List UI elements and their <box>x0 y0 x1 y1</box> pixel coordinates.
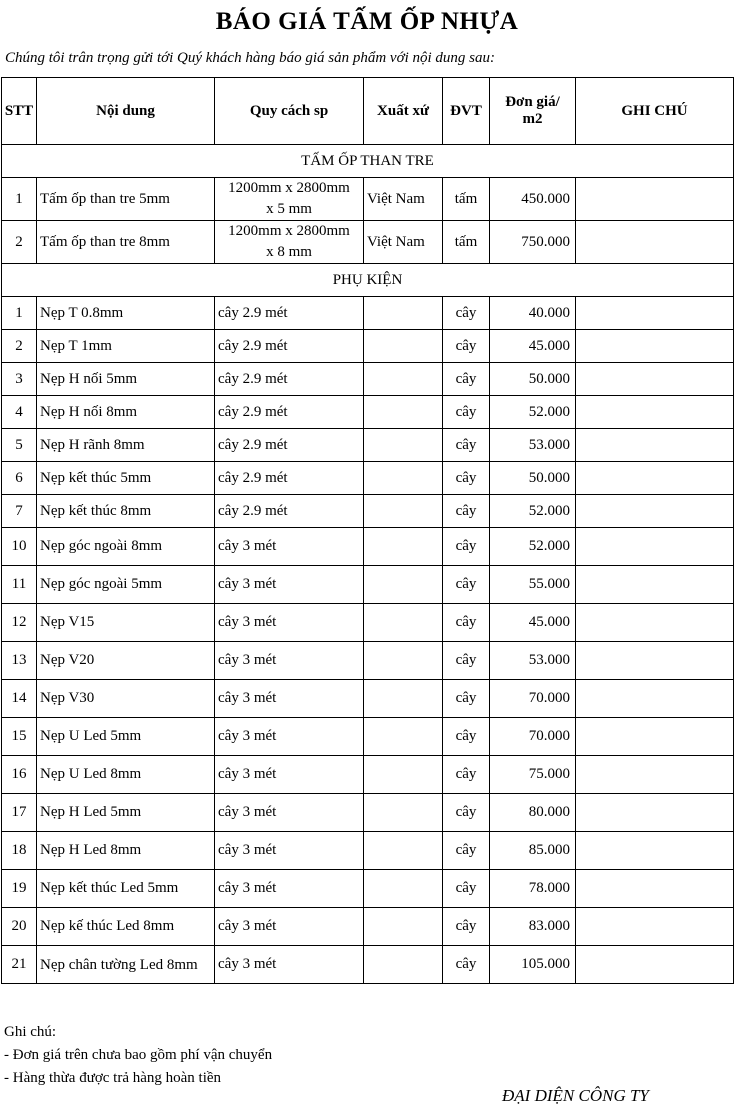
cell-spec <box>215 178 364 221</box>
notes <box>4 1021 272 1090</box>
table-row <box>2 363 734 396</box>
cell-name: Tấm ốp than tre 8mm <box>37 221 215 264</box>
cell-name: Nẹp H nối 8mm <box>37 396 215 429</box>
cell-origin <box>364 528 443 566</box>
spec-line-1: 1200mm x 2800mm <box>228 223 350 239</box>
cell-spec: cây 3 mét <box>215 832 364 870</box>
table-row <box>2 221 734 264</box>
cell-stt: 21 <box>2 946 37 984</box>
cell-name: Nẹp góc ngoài 8mm <box>37 528 215 566</box>
cell-note <box>576 330 734 363</box>
header-unit: ĐVT <box>443 78 490 145</box>
cell-price: 105.000 <box>490 946 576 984</box>
cell-note <box>576 429 734 462</box>
table-row <box>2 604 734 642</box>
cell-stt: 2 <box>2 330 37 363</box>
cell-unit: cây <box>443 794 490 832</box>
cell-spec: cây 2.9 mét <box>215 330 364 363</box>
cell-stt: 14 <box>2 680 37 718</box>
header-spec: Quy cách sp <box>215 78 364 145</box>
header-row <box>2 78 734 145</box>
cell-name: Nẹp H nối 5mm <box>37 363 215 396</box>
cell-unit: cây <box>443 330 490 363</box>
table-row <box>2 566 734 604</box>
cell-note <box>576 604 734 642</box>
cell-spec: cây 3 mét <box>215 718 364 756</box>
cell-stt: 2 <box>2 221 37 264</box>
cell-spec: cây 3 mét <box>215 870 364 908</box>
cell-spec: cây 2.9 mét <box>215 462 364 495</box>
cell-unit: cây <box>443 396 490 429</box>
cell-price: 85.000 <box>490 832 576 870</box>
cell-stt: 13 <box>2 642 37 680</box>
table-row <box>2 946 734 984</box>
header-price <box>490 78 576 145</box>
cell-note <box>576 495 734 528</box>
cell-unit: cây <box>443 832 490 870</box>
table-row <box>2 396 734 429</box>
table-row <box>2 794 734 832</box>
cell-unit: cây <box>443 495 490 528</box>
cell-spec <box>215 221 364 264</box>
cell-stt: 12 <box>2 604 37 642</box>
cell-unit: cây <box>443 642 490 680</box>
cell-price: 750.000 <box>490 221 576 264</box>
cell-unit: cây <box>443 462 490 495</box>
cell-name: Nẹp kế thúc Led 8mm <box>37 908 215 946</box>
cell-name: Nẹp H Led 8mm <box>37 832 215 870</box>
cell-spec: cây 3 mét <box>215 566 364 604</box>
notes-line-1: - Đơn giá trên chưa bao gồm phí vận chuyển <box>4 1047 273 1063</box>
notes-line-2: - Hàng thừa được trả hàng hoàn tiền <box>4 1070 222 1086</box>
cell-origin <box>364 297 443 330</box>
cell-origin <box>364 870 443 908</box>
cell-stt: 20 <box>2 908 37 946</box>
cell-note <box>576 946 734 984</box>
cell-origin <box>364 604 443 642</box>
cell-note <box>576 908 734 946</box>
cell-spec: cây 3 mét <box>215 946 364 984</box>
cell-price: 450.000 <box>490 178 576 221</box>
cell-note <box>576 718 734 756</box>
table-row <box>2 330 734 363</box>
cell-stt: 4 <box>2 396 37 429</box>
section-title: TẤM ỐP THAN TRE <box>2 145 734 178</box>
cell-price: 50.000 <box>490 462 576 495</box>
cell-stt: 18 <box>2 832 37 870</box>
cell-unit: cây <box>443 946 490 984</box>
table-row <box>2 642 734 680</box>
cell-origin <box>364 330 443 363</box>
cell-stt: 5 <box>2 429 37 462</box>
spec-line-1: 1200mm x 2800mm <box>228 180 350 196</box>
table-row <box>2 680 734 718</box>
cell-origin <box>364 718 443 756</box>
cell-price: 53.000 <box>490 429 576 462</box>
cell-unit: cây <box>443 908 490 946</box>
header-origin: Xuất xứ <box>364 78 443 145</box>
cell-name: Nẹp chân tường Led 8mm <box>37 946 215 984</box>
cell-note <box>576 178 734 221</box>
cell-name: Nẹp U Led 8mm <box>37 756 215 794</box>
cell-name: Nẹp góc ngoài 5mm <box>37 566 215 604</box>
cell-unit: cây <box>443 718 490 756</box>
cell-stt: 1 <box>2 178 37 221</box>
cell-origin: Việt Nam <box>364 178 443 221</box>
cell-price: 78.000 <box>490 870 576 908</box>
header-price-line2: m2 <box>522 111 543 127</box>
cell-name: Nẹp V20 <box>37 642 215 680</box>
cell-stt: 15 <box>2 718 37 756</box>
cell-name: Nẹp V15 <box>37 604 215 642</box>
cell-price: 45.000 <box>490 330 576 363</box>
cell-price: 52.000 <box>490 528 576 566</box>
section-header <box>2 264 734 297</box>
cell-price: 53.000 <box>490 642 576 680</box>
cell-stt: 11 <box>2 566 37 604</box>
cell-unit: cây <box>443 870 490 908</box>
cell-stt: 6 <box>2 462 37 495</box>
table-row <box>2 178 734 221</box>
cell-unit: cây <box>443 566 490 604</box>
cell-unit: cây <box>443 604 490 642</box>
cell-name: Tấm ốp than tre 5mm <box>37 178 215 221</box>
cell-name: Nẹp T 0.8mm <box>37 297 215 330</box>
cell-note <box>576 528 734 566</box>
cell-note <box>576 297 734 330</box>
cell-price: 55.000 <box>490 566 576 604</box>
price-table <box>1 77 734 984</box>
cell-price: 40.000 <box>490 297 576 330</box>
cell-stt: 10 <box>2 528 37 566</box>
section-header <box>2 145 734 178</box>
cell-origin <box>364 946 443 984</box>
spec-line-2: x 8 mm <box>266 244 312 260</box>
cell-note <box>576 642 734 680</box>
cell-price: 83.000 <box>490 908 576 946</box>
cell-name: Nẹp T 1mm <box>37 330 215 363</box>
cell-origin <box>364 680 443 718</box>
cell-spec: cây 3 mét <box>215 604 364 642</box>
cell-origin <box>364 642 443 680</box>
table-row <box>2 297 734 330</box>
table-row <box>2 462 734 495</box>
cell-origin <box>364 429 443 462</box>
cell-origin <box>364 566 443 604</box>
cell-unit: cây <box>443 429 490 462</box>
cell-name: Nẹp kết thúc 5mm <box>37 462 215 495</box>
cell-spec: cây 3 mét <box>215 680 364 718</box>
cell-origin <box>364 462 443 495</box>
cell-note <box>576 756 734 794</box>
section-title: PHỤ KIỆN <box>2 264 734 297</box>
cell-origin <box>364 794 443 832</box>
cell-unit: tấm <box>443 221 490 264</box>
cell-stt: 19 <box>2 870 37 908</box>
cell-spec: cây 2.9 mét <box>215 297 364 330</box>
cell-origin <box>364 396 443 429</box>
cell-note <box>576 566 734 604</box>
table-row <box>2 832 734 870</box>
table-row <box>2 429 734 462</box>
table-row <box>2 756 734 794</box>
cell-stt: 7 <box>2 495 37 528</box>
cell-stt: 1 <box>2 297 37 330</box>
cell-origin <box>364 832 443 870</box>
header-content: Nội dung <box>37 78 215 145</box>
cell-price: 70.000 <box>490 718 576 756</box>
cell-spec: cây 3 mét <box>215 642 364 680</box>
cell-spec: cây 2.9 mét <box>215 429 364 462</box>
page-title: BÁO GIÁ TẤM ỐP NHỰA <box>215 8 519 35</box>
cell-unit: tấm <box>443 178 490 221</box>
cell-price: 52.000 <box>490 495 576 528</box>
cell-spec: cây 3 mét <box>215 756 364 794</box>
cell-spec: cây 2.9 mét <box>215 495 364 528</box>
notes-heading: Ghi chú: <box>4 1024 57 1040</box>
table-row <box>2 495 734 528</box>
cell-name: Nẹp H Led 5mm <box>37 794 215 832</box>
cell-price: 45.000 <box>490 604 576 642</box>
cell-unit: cây <box>443 363 490 396</box>
cell-price: 52.000 <box>490 396 576 429</box>
cell-spec: cây 2.9 mét <box>215 363 364 396</box>
cell-unit: cây <box>443 756 490 794</box>
cell-note <box>576 794 734 832</box>
header-price-line1: Đơn giá/ <box>505 94 560 110</box>
cell-spec: cây 3 mét <box>215 528 364 566</box>
cell-note <box>576 832 734 870</box>
cell-stt: 3 <box>2 363 37 396</box>
cell-origin <box>364 756 443 794</box>
cell-stt: 16 <box>2 756 37 794</box>
cell-unit: cây <box>443 680 490 718</box>
cell-note <box>576 221 734 264</box>
spec-line-2: x 5 mm <box>266 201 312 217</box>
table-row <box>2 908 734 946</box>
cell-origin <box>364 363 443 396</box>
cell-origin: Việt Nam <box>364 221 443 264</box>
cell-spec: cây 3 mét <box>215 794 364 832</box>
header-stt: STT <box>2 78 37 145</box>
cell-note <box>576 396 734 429</box>
cell-unit: cây <box>443 297 490 330</box>
cell-note <box>576 870 734 908</box>
cell-note <box>576 680 734 718</box>
header-note: GHI CHÚ <box>576 78 734 145</box>
cell-price: 50.000 <box>490 363 576 396</box>
cell-note <box>576 462 734 495</box>
table-row <box>2 528 734 566</box>
table-body <box>2 145 734 984</box>
cell-origin <box>364 495 443 528</box>
cell-price: 70.000 <box>490 680 576 718</box>
cell-origin <box>364 908 443 946</box>
table-row <box>2 718 734 756</box>
intro-text: Chúng tôi trân trọng gửi tới Quý khách hàng báo giá sản phẩm với nội dung sau: <box>5 50 496 66</box>
cell-name: Nẹp V30 <box>37 680 215 718</box>
cell-stt: 17 <box>2 794 37 832</box>
table-row <box>2 870 734 908</box>
cell-price: 75.000 <box>490 756 576 794</box>
cell-name: Nẹp H rãnh 8mm <box>37 429 215 462</box>
cell-spec: cây 3 mét <box>215 908 364 946</box>
cell-name: Nẹp U Led 5mm <box>37 718 215 756</box>
cell-note <box>576 363 734 396</box>
signature: ĐẠI DIỆN CÔNG TY <box>502 1086 649 1105</box>
cell-name: Nẹp kết thúc 8mm <box>37 495 215 528</box>
cell-price: 80.000 <box>490 794 576 832</box>
cell-unit: cây <box>443 528 490 566</box>
cell-name: Nẹp kết thúc Led 5mm <box>37 870 215 908</box>
cell-spec: cây 2.9 mét <box>215 396 364 429</box>
